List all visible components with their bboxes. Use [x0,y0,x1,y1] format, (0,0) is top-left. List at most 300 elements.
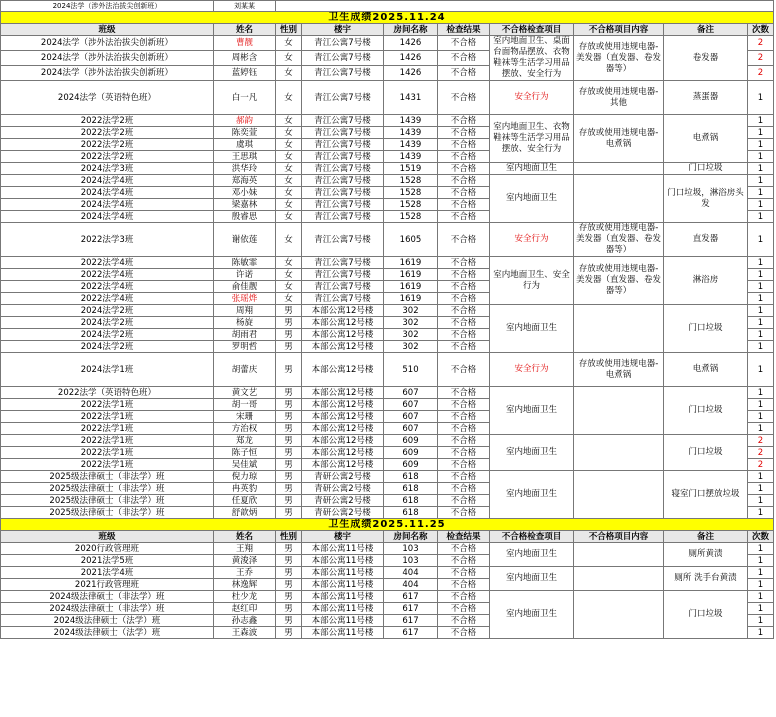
note-cell[interactable]: 直发器 [664,223,748,257]
col-gender[interactable]: 男 [276,305,302,317]
col-building[interactable]: 青江公寓7号楼 [302,293,384,305]
note-cell[interactable]: 门口垃圾，淋浴房头发 [664,175,748,223]
col-count[interactable]: 2 [748,66,774,81]
col-name[interactable]: 杨旋 [214,317,276,329]
col-class[interactable]: 2022法学1班 [1,411,214,423]
col-count[interactable]: 1 [748,305,774,317]
col-name[interactable]: 冉英豹 [214,483,276,495]
table-row[interactable] [1,81,774,115]
col-result[interactable]: 不合格 [438,115,490,127]
col-building[interactable]: 青江公寓7号楼 [302,187,384,199]
col-result[interactable]: 不合格 [438,211,490,223]
col-room[interactable]: 1619 [384,269,438,281]
col-class[interactable]: 2020行政管理班 [1,543,214,555]
col-count[interactable]: 1 [748,269,774,281]
col-class[interactable]: 2022法学4班 [1,293,214,305]
col-name[interactable]: 陈敏霏 [214,257,276,269]
table-row[interactable] [1,387,774,399]
col-room[interactable]: 617 [384,615,438,627]
table-row[interactable] [1,567,774,579]
col-building[interactable]: 青江公寓7号楼 [302,269,384,281]
note-cell[interactable]: 电煮锅 [664,353,748,387]
col-gender[interactable]: 女 [276,175,302,187]
col-count[interactable]: 2 [748,36,774,51]
col-count[interactable]: 1 [748,187,774,199]
col-gender[interactable]: 女 [276,66,302,81]
col-name[interactable]: 殷睿思 [214,211,276,223]
col-room[interactable]: 607 [384,423,438,435]
col-gender[interactable]: 男 [276,591,302,603]
col-result[interactable]: 不合格 [438,507,490,519]
col-building[interactable]: 本部公寓12号楼 [302,411,384,423]
col-class[interactable]: 2022法学2班 [1,127,214,139]
col-building[interactable]: 青江公寓7号楼 [302,139,384,151]
col-result[interactable]: 不合格 [438,483,490,495]
col-count[interactable]: 1 [748,127,774,139]
col-gender[interactable]: 女 [276,127,302,139]
col-name[interactable]: 张瑶烨 [214,293,276,305]
col-class[interactable]: 2022法学1班 [1,459,214,471]
col-name[interactable]: 虞琪 [214,139,276,151]
col-result[interactable]: 不合格 [438,187,490,199]
fail-items-cell[interactable]: 室内地面卫生 [490,435,574,471]
col-building[interactable]: 本部公寓12号楼 [302,317,384,329]
col-name[interactable]: 任夏欣 [214,495,276,507]
col-name[interactable]: 吴佳斌 [214,459,276,471]
col-result[interactable]: 不合格 [438,51,490,66]
col-result[interactable]: 不合格 [438,163,490,175]
col-room[interactable]: 609 [384,459,438,471]
col-room[interactable]: 607 [384,411,438,423]
col-room[interactable]: 1431 [384,81,438,115]
col-name[interactable]: 胡一哥 [214,399,276,411]
col-building[interactable]: 本部公寓11号楼 [302,567,384,579]
col-count[interactable]: 1 [748,627,774,639]
col-count[interactable]: 1 [748,411,774,423]
col-class[interactable]: 2022法学1班 [1,435,214,447]
col-name[interactable]: 曹靓 [214,36,276,51]
col-building[interactable]: 青研公寓2号楼 [302,471,384,483]
col-count[interactable]: 1 [748,329,774,341]
note-cell[interactable]: 寝室门口摆放垃圾 [664,471,748,519]
col-building[interactable]: 本部公寓11号楼 [302,555,384,567]
col-result[interactable]: 不合格 [438,387,490,399]
fail-items-cell[interactable]: 室内地面卫生 [490,387,574,435]
col-building[interactable]: 青江公寓7号楼 [302,281,384,293]
col-class[interactable]: 2022法学2班 [1,115,214,127]
col-gender[interactable]: 女 [276,187,302,199]
col-gender[interactable]: 男 [276,495,302,507]
col-name[interactable]: 陈奕萱 [214,127,276,139]
col-name[interactable]: 黄浚泽 [214,555,276,567]
col-gender[interactable]: 男 [276,483,302,495]
col-class[interactable]: 2024法学4班 [1,199,214,211]
col-class[interactable]: 2021法学5班 [1,555,214,567]
col-building[interactable]: 本部公寓12号楼 [302,447,384,459]
table-row[interactable] [1,115,774,127]
col-building[interactable]: 本部公寓11号楼 [302,615,384,627]
col-name[interactable]: 方治权 [214,423,276,435]
fail-items-cell[interactable]: 安全行为 [490,353,574,387]
col-building[interactable]: 青研公寓2号楼 [302,507,384,519]
col-room[interactable]: 1439 [384,139,438,151]
col-class[interactable]: 2024级法律硕士（非法学）班 [1,603,214,615]
col-room[interactable]: 617 [384,603,438,615]
col-room[interactable]: 609 [384,435,438,447]
col-result[interactable]: 不合格 [438,627,490,639]
col-count[interactable]: 1 [748,151,774,163]
col-name[interactable]: 蓝婷钰 [214,66,276,81]
col-building[interactable]: 青江公寓7号楼 [302,36,384,51]
col-name[interactable]: 周彬含 [214,51,276,66]
col-count[interactable]: 1 [748,175,774,187]
col-result[interactable]: 不合格 [438,567,490,579]
table-row[interactable] [1,223,774,257]
col-result[interactable]: 不合格 [438,543,490,555]
col-gender[interactable]: 女 [276,223,302,257]
col-result[interactable]: 不合格 [438,341,490,353]
col-class[interactable]: 2024法学4班 [1,211,214,223]
col-room[interactable]: 609 [384,447,438,459]
col-result[interactable]: 不合格 [438,81,490,115]
table-row[interactable] [1,543,774,555]
col-count[interactable]: 2 [748,459,774,471]
col-room[interactable]: 1528 [384,199,438,211]
note-cell[interactable]: 电煮锅 [664,115,748,163]
col-gender[interactable]: 女 [276,81,302,115]
col-class[interactable]: 2024法学（涉外法治拔尖创新班） [1,66,214,81]
col-class[interactable]: 2024法学2班 [1,329,214,341]
col-room[interactable]: 618 [384,507,438,519]
fail-content-cell[interactable]: 存放或使用违规电器-电煮锅 [574,353,664,387]
col-building[interactable]: 青江公寓7号楼 [302,175,384,187]
col-name[interactable]: 孙志鑫 [214,615,276,627]
col-count[interactable]: 1 [748,423,774,435]
col-count[interactable]: 1 [748,81,774,115]
col-room[interactable]: 510 [384,353,438,387]
col-gender[interactable]: 男 [276,555,302,567]
col-count[interactable]: 1 [748,257,774,269]
col-name[interactable]: 王乔 [214,567,276,579]
col-count[interactable]: 1 [748,567,774,579]
col-name[interactable]: 郑龙 [214,435,276,447]
col-room[interactable]: 618 [384,483,438,495]
table-row[interactable] [1,257,774,269]
col-room[interactable]: 1528 [384,187,438,199]
col-name[interactable]: 周翔 [214,305,276,317]
col-gender[interactable]: 男 [276,447,302,459]
fail-items-cell[interactable]: 室内地面卫生、安全行为 [490,257,574,305]
col-class[interactable]: 2022法学2班 [1,139,214,151]
col-building[interactable]: 青研公寓2号楼 [302,483,384,495]
col-building[interactable]: 本部公寓12号楼 [302,435,384,447]
col-gender[interactable]: 女 [276,115,302,127]
col-class[interactable]: 2022法学4班 [1,269,214,281]
col-count[interactable]: 1 [748,387,774,399]
col-gender[interactable]: 女 [276,163,302,175]
table-row[interactable] [1,163,774,175]
col-result[interactable]: 不合格 [438,175,490,187]
table-row[interactable] [1,353,774,387]
table-row[interactable] [1,435,774,447]
col-count[interactable]: 1 [748,139,774,151]
note-cell[interactable]: 门口垃圾 [664,163,748,175]
col-room[interactable]: 1426 [384,66,438,81]
col-result[interactable]: 不合格 [438,36,490,51]
col-count[interactable]: 1 [748,495,774,507]
col-gender[interactable]: 男 [276,507,302,519]
fail-items-cell[interactable]: 安全行为 [490,223,574,257]
col-count[interactable]: 2 [748,435,774,447]
fail-items-cell[interactable]: 室内地面卫生 [490,163,574,175]
col-result[interactable]: 不合格 [438,66,490,81]
table-row[interactable] [1,36,774,51]
col-gender[interactable]: 男 [276,423,302,435]
col-class[interactable]: 2024法学（涉外法治拔尖创新班） [1,36,214,51]
fail-content-cell[interactable]: 存放或使用违规电器-其他 [574,81,664,115]
col-class[interactable]: 2022法学2班 [1,151,214,163]
col-class[interactable]: 2022法学（英语特色班） [1,387,214,399]
col-class[interactable]: 2024法学（英语特色班） [1,81,214,115]
note-cell[interactable]: 门口垃圾 [664,305,748,353]
col-class[interactable]: 2022法学1班 [1,399,214,411]
fail-content-cell[interactable] [574,305,664,353]
col-gender[interactable]: 女 [276,281,302,293]
col-result[interactable]: 不合格 [438,293,490,305]
col-building[interactable]: 本部公寓11号楼 [302,627,384,639]
col-class[interactable]: 2025级法律硕士（非法学）班 [1,483,214,495]
col-gender[interactable]: 男 [276,567,302,579]
col-room[interactable]: 103 [384,543,438,555]
col-count[interactable]: 1 [748,603,774,615]
fail-items-cell[interactable]: 安全行为 [490,81,574,115]
col-room[interactable]: 1439 [384,127,438,139]
col-class[interactable]: 2022法学1班 [1,447,214,459]
table-row[interactable] [1,175,774,187]
col-gender[interactable]: 男 [276,471,302,483]
note-cell[interactable]: 厕所黄渍 [664,543,748,567]
col-building[interactable]: 本部公寓12号楼 [302,341,384,353]
col-room[interactable]: 302 [384,341,438,353]
col-name[interactable]: 王森波 [214,627,276,639]
col-name[interactable]: 白一凡 [214,81,276,115]
col-gender[interactable]: 男 [276,603,302,615]
col-result[interactable]: 不合格 [438,127,490,139]
col-name[interactable]: 罗明哲 [214,341,276,353]
col-count[interactable]: 1 [748,115,774,127]
col-gender[interactable]: 女 [276,211,302,223]
col-count[interactable]: 1 [748,579,774,591]
col-class[interactable]: 2022法学4班 [1,281,214,293]
col-building[interactable]: 青江公寓7号楼 [302,115,384,127]
col-room[interactable]: 1619 [384,257,438,269]
col-building[interactable]: 青江公寓7号楼 [302,127,384,139]
col-building[interactable]: 本部公寓12号楼 [302,329,384,341]
col-building[interactable]: 本部公寓11号楼 [302,543,384,555]
col-result[interactable]: 不合格 [438,615,490,627]
col-gender[interactable]: 男 [276,627,302,639]
col-name[interactable]: 宋珊 [214,411,276,423]
fail-content-cell[interactable]: 存放或使用违规电器-美发器（直发器、卷发器等） [574,223,664,257]
fail-content-cell[interactable]: 存放或使用违规电器-美发器（直发器、卷发器等） [574,36,664,81]
note-cell[interactable]: 厕所 洗手台黄渍 [664,567,748,591]
col-class[interactable]: 2024法学1班 [1,353,214,387]
col-room[interactable]: 302 [384,329,438,341]
note-cell[interactable]: 淋浴房 [664,257,748,305]
col-result[interactable]: 不合格 [438,603,490,615]
col-building[interactable]: 本部公寓12号楼 [302,305,384,317]
col-name[interactable]: 俞佳靓 [214,281,276,293]
col-class[interactable]: 2025级法律硕士（非法学）班 [1,495,214,507]
col-name[interactable]: 杜少龙 [214,591,276,603]
col-name[interactable]: 舒歆炳 [214,507,276,519]
col-class[interactable]: 2024法学4班 [1,187,214,199]
col-gender[interactable]: 男 [276,615,302,627]
fail-content-cell[interactable] [574,387,664,435]
col-name[interactable]: 王思琪 [214,151,276,163]
col-room[interactable]: 1426 [384,51,438,66]
col-class[interactable]: 2021法学4班 [1,567,214,579]
col-gender[interactable]: 男 [276,459,302,471]
col-name[interactable]: 黄文艺 [214,387,276,399]
col-class[interactable]: 2024法学2班 [1,317,214,329]
col-result[interactable]: 不合格 [438,199,490,211]
col-name[interactable]: 陈子恒 [214,447,276,459]
col-building[interactable]: 本部公寓11号楼 [302,579,384,591]
col-room[interactable]: 1528 [384,175,438,187]
note-cell[interactable]: 卷发器 [664,36,748,81]
col-name[interactable]: 洪华玲 [214,163,276,175]
fail-content-cell[interactable] [574,591,664,639]
col-gender[interactable]: 男 [276,543,302,555]
col-room[interactable]: 103 [384,555,438,567]
col-count[interactable]: 1 [748,483,774,495]
note-cell[interactable]: 门口垃圾 [664,591,748,639]
col-result[interactable]: 不合格 [438,555,490,567]
col-result[interactable]: 不合格 [438,591,490,603]
col-room[interactable]: 618 [384,495,438,507]
col-room[interactable]: 607 [384,387,438,399]
note-cell[interactable]: 蒸蛋器 [664,81,748,115]
note-cell[interactable]: 门口垃圾 [664,387,748,435]
col-room[interactable]: 1439 [384,151,438,163]
col-result[interactable]: 不合格 [438,459,490,471]
col-room[interactable]: 1619 [384,293,438,305]
col-building[interactable]: 青江公寓7号楼 [302,163,384,175]
fail-content-cell[interactable] [574,175,664,223]
col-count[interactable]: 1 [748,223,774,257]
col-count[interactable]: 1 [748,341,774,353]
col-room[interactable]: 302 [384,305,438,317]
col-class[interactable]: 2024法学4班 [1,175,214,187]
col-class[interactable]: 2022法学4班 [1,257,214,269]
col-result[interactable]: 不合格 [438,447,490,459]
col-result[interactable]: 不合格 [438,317,490,329]
col-class[interactable]: 2024级法律硕士（法学）班 [1,615,214,627]
col-name[interactable]: 王翔 [214,543,276,555]
col-count[interactable]: 1 [748,211,774,223]
col-room[interactable]: 1605 [384,223,438,257]
col-count[interactable]: 1 [748,507,774,519]
col-gender[interactable]: 女 [276,269,302,281]
note-cell[interactable]: 门口垃圾 [664,435,748,471]
col-gender[interactable]: 女 [276,36,302,51]
col-count[interactable]: 1 [748,543,774,555]
col-room[interactable]: 404 [384,579,438,591]
col-gender[interactable]: 男 [276,399,302,411]
col-class[interactable]: 2021行政管理班 [1,579,214,591]
col-name[interactable]: 郑海英 [214,175,276,187]
col-building[interactable]: 本部公寓12号楼 [302,423,384,435]
fail-items-cell[interactable]: 室内地面卫生 [490,567,574,591]
col-building[interactable]: 本部公寓11号楼 [302,591,384,603]
col-gender[interactable]: 男 [276,387,302,399]
col-name[interactable]: 胡蕾庆 [214,353,276,387]
col-class[interactable]: 2024级法律硕士（非法学）班 [1,591,214,603]
col-building[interactable]: 青江公寓7号楼 [302,257,384,269]
fail-items-cell[interactable]: 室内地面卫生 [490,471,574,519]
col-class[interactable]: 2024法学3班 [1,163,214,175]
col-building[interactable]: 青江公寓7号楼 [302,151,384,163]
col-building[interactable]: 青江公寓7号楼 [302,66,384,81]
fail-items-cell[interactable]: 室内地面卫生 [490,591,574,639]
col-gender[interactable]: 男 [276,411,302,423]
col-name[interactable]: 赵红印 [214,603,276,615]
col-result[interactable]: 不合格 [438,471,490,483]
table-cell[interactable] [276,1,774,12]
col-room[interactable]: 617 [384,591,438,603]
table-cell[interactable]: 刘某某 [214,1,276,12]
col-class[interactable]: 2024级法律硕士（法学）班 [1,627,214,639]
table-row[interactable] [1,305,774,317]
col-name[interactable]: 谢依莲 [214,223,276,257]
col-gender[interactable]: 女 [276,51,302,66]
col-result[interactable]: 不合格 [438,411,490,423]
col-building[interactable]: 青江公寓7号楼 [302,199,384,211]
fail-items-cell[interactable]: 室内地面卫生 [490,175,574,223]
col-building[interactable]: 本部公寓11号楼 [302,603,384,615]
col-room[interactable]: 1528 [384,211,438,223]
col-class[interactable]: 2025级法律硕士（非法学）班 [1,507,214,519]
col-count[interactable]: 1 [748,317,774,329]
col-name[interactable]: 梁嘉林 [214,199,276,211]
fail-content-cell[interactable] [574,435,664,471]
fail-content-cell[interactable]: 存放或使用违规电器-电煮锅 [574,115,664,163]
col-room[interactable]: 607 [384,399,438,411]
col-result[interactable]: 不合格 [438,495,490,507]
col-result[interactable]: 不合格 [438,353,490,387]
col-name[interactable]: 林逸辉 [214,579,276,591]
col-result[interactable]: 不合格 [438,139,490,151]
col-count[interactable]: 1 [748,163,774,175]
table-cell[interactable]: 2024法学（涉外法治拔尖创新班） [1,1,214,12]
col-class[interactable]: 2024法学2班 [1,305,214,317]
col-result[interactable]: 不合格 [438,257,490,269]
col-count[interactable]: 1 [748,591,774,603]
col-count[interactable]: 1 [748,293,774,305]
fail-content-cell[interactable] [574,543,664,567]
table-row[interactable] [1,471,774,483]
col-name[interactable]: 倪力琼 [214,471,276,483]
col-room[interactable]: 617 [384,627,438,639]
col-room[interactable]: 302 [384,317,438,329]
col-result[interactable]: 不合格 [438,281,490,293]
fail-items-cell[interactable]: 室内地面卫生 [490,305,574,353]
col-gender[interactable]: 男 [276,341,302,353]
col-room[interactable]: 618 [384,471,438,483]
col-name[interactable]: 胡雨君 [214,329,276,341]
col-count[interactable]: 1 [748,555,774,567]
